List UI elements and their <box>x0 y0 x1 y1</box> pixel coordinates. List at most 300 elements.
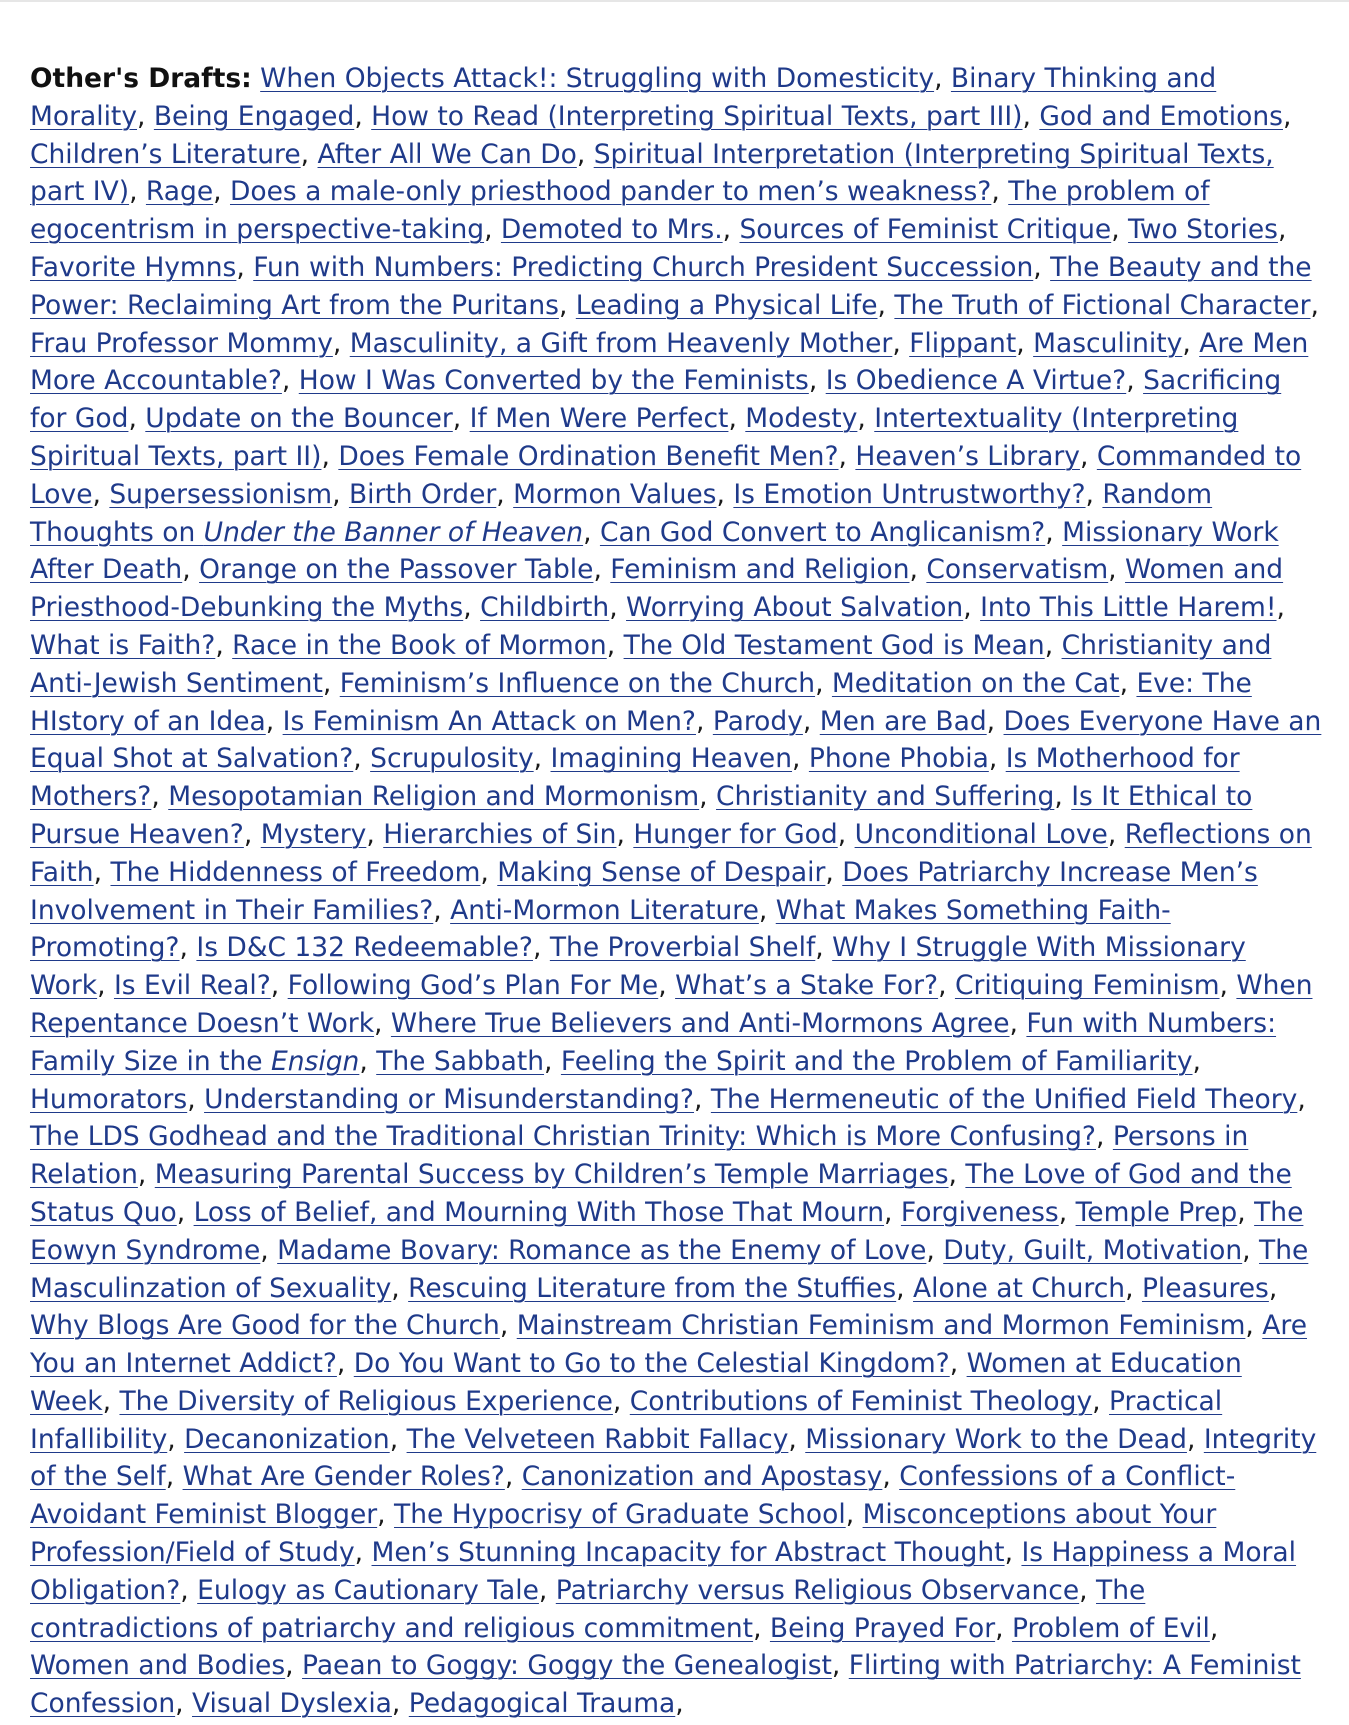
draft-link[interactable] <box>832 668 1120 699</box>
separator: , <box>128 403 146 435</box>
separator: , <box>896 1272 914 1304</box>
draft-link[interactable] <box>391 1008 1010 1039</box>
separator: , <box>753 1612 770 1644</box>
separator: , <box>236 251 254 283</box>
draft-link-text: Pleasures <box>1141 1272 1269 1304</box>
separator: , <box>176 1196 194 1228</box>
separator: , <box>1079 440 1097 472</box>
draft-link-text: Heaven’s Library <box>855 440 1080 472</box>
draft-link-text: What Are Gender Roles? <box>182 1461 505 1493</box>
separator: , <box>612 1385 630 1417</box>
separator: , <box>892 327 910 359</box>
separator: , <box>1085 478 1103 510</box>
draft-link-text: Hierarchies of Sin <box>383 818 617 850</box>
draft-link-text: Alone at Church <box>913 1272 1126 1304</box>
draft-link-text: Missionary Work After Death <box>30 516 1279 586</box>
draft-link-text: Mainstream Christian Feminism and Mormon Feminism <box>516 1310 1246 1342</box>
draft-link[interactable] <box>943 1235 1242 1266</box>
separator: , <box>179 932 197 964</box>
separator: , <box>1268 1272 1278 1304</box>
separator: , <box>884 1196 901 1228</box>
separator: , <box>504 1461 522 1493</box>
separator: , <box>837 818 855 850</box>
draft-link[interactable] <box>894 290 1310 321</box>
draft-link-text: Commanded to Love <box>30 440 1302 510</box>
separator: , <box>484 214 501 246</box>
separator: , <box>986 705 1004 737</box>
separator: , <box>167 1423 185 1455</box>
separator: , <box>1009 1007 1027 1039</box>
draft-link-text: Are Men More Accountable? <box>30 327 1309 397</box>
draft-link-text: The Old Testament God is Mean <box>623 629 1045 661</box>
draft-link[interactable] <box>630 1386 1092 1417</box>
separator: , <box>463 592 481 624</box>
draft-link[interactable] <box>302 1650 832 1681</box>
draft-link[interactable] <box>340 668 815 699</box>
draft-link[interactable] <box>739 214 1111 245</box>
separator: , <box>391 1688 409 1720</box>
draft-link-text: Orange on the Passover Table <box>199 554 594 586</box>
separator: , <box>336 1348 354 1380</box>
separator: , <box>137 1159 155 1191</box>
draft-link-text: The Beauty and the Power: Reclaiming Art from the Puritans <box>30 251 1312 321</box>
draft-link[interactable] <box>114 970 271 1001</box>
separator: , <box>1245 1310 1263 1342</box>
separator: , <box>1054 781 1072 813</box>
separator: , <box>857 403 875 435</box>
draft-link-text: Men’s Stunning Incapacity for Abstract Thought <box>371 1537 1005 1569</box>
draft-link[interactable] <box>350 328 893 359</box>
draft-link-text: Is Emotion Untrustworthy? <box>733 478 1086 510</box>
draft-link-text: Is Motherhood for Mothers? <box>30 743 1240 813</box>
draft-link-text: Sources of Feminist Critique <box>739 214 1112 246</box>
draft-link[interactable] <box>30 1310 500 1341</box>
separator: , <box>988 743 1006 775</box>
draft-link-text: Problem of Evil <box>1011 1612 1210 1644</box>
draft-link-text: Men are Bad <box>819 705 987 737</box>
draft-link[interactable] <box>204 1084 694 1115</box>
draft-link[interactable] <box>1128 214 1278 245</box>
draft-link-text: The Sabbath <box>376 1045 545 1077</box>
draft-link-text: Confessions of a Conflict-Avoidant Feminist Blogger <box>30 1461 1236 1531</box>
draft-link[interactable] <box>30 1650 285 1681</box>
draft-link[interactable] <box>288 970 659 1001</box>
draft-link-text: How I Was Converted by the Feminists <box>298 365 809 397</box>
separator: , <box>938 970 955 1002</box>
draft-link-text: Parody <box>712 705 803 737</box>
draft-link-text: The Truth of Fictional Character <box>894 289 1311 321</box>
draft-link-text: The Love of God and the Status Quo <box>30 1159 1292 1228</box>
draft-link-text: Following God’s Plan For Me <box>287 970 659 1002</box>
separator: , <box>948 1159 966 1191</box>
separator: , <box>963 592 981 624</box>
separator: , <box>882 1461 900 1493</box>
draft-link-text: Where True Believers and Anti-Mormons Agree <box>390 1007 1010 1039</box>
draft-link-text: Is Evil Real? <box>113 970 271 1002</box>
separator: , <box>1016 327 1034 359</box>
draft-link[interactable] <box>194 1197 884 1228</box>
separator: , <box>1209 1612 1219 1644</box>
draft-link[interactable] <box>733 479 1085 510</box>
draft-link-text: If Men Were Perfect <box>469 403 729 435</box>
draft-link[interactable] <box>550 932 815 963</box>
draft-link-text: Contributions of Feminist Theology <box>629 1385 1093 1417</box>
separator: , <box>1277 214 1287 246</box>
draft-link[interactable] <box>383 819 616 850</box>
draft-link[interactable] <box>610 554 909 585</box>
draft-link[interactable] <box>154 101 354 132</box>
separator: , <box>1107 818 1125 850</box>
separator: , <box>695 705 713 737</box>
draft-link[interactable] <box>30 1121 1096 1152</box>
draft-link-text: Mormon Values <box>513 478 717 510</box>
draft-link-text: The Velveteen Rabbit Fallacy <box>406 1423 789 1455</box>
separator: , <box>533 743 551 775</box>
draft-link-text: The Hiddenness of Freedom <box>110 856 481 888</box>
draft-link-text: Rescuing Literature from the Stuffies <box>408 1272 897 1304</box>
draft-link-text: Integrity of the Self <box>30 1423 1317 1493</box>
draft-link[interactable] <box>913 1273 1125 1304</box>
draft-link[interactable] <box>376 1046 544 1077</box>
draft-link-text: Intertextuality (Interpreting Spiritual Texts, part II) <box>30 403 1239 472</box>
draft-link[interactable] <box>675 970 938 1001</box>
draft-link[interactable] <box>1033 328 1182 359</box>
draft-link[interactable] <box>556 1575 1079 1606</box>
draft-link[interactable] <box>980 592 1276 623</box>
separator: , <box>165 1461 183 1493</box>
separator: , <box>583 516 600 548</box>
draft-link[interactable] <box>283 706 696 737</box>
separator: , <box>675 1688 684 1720</box>
draft-link[interactable] <box>371 101 1022 132</box>
draft-link[interactable] <box>855 819 1108 850</box>
separator: , <box>1126 365 1144 397</box>
separator: , <box>389 1423 407 1455</box>
separator: , <box>838 440 856 472</box>
draft-link[interactable] <box>197 1575 539 1606</box>
separator: , <box>1219 970 1237 1002</box>
separator: , <box>175 1688 192 1720</box>
draft-link[interactable] <box>110 857 480 888</box>
separator: , <box>609 592 627 624</box>
draft-link-text: Is Feminism An Attack on Men? <box>282 705 696 737</box>
separator: , <box>544 1045 561 1077</box>
draft-link[interactable] <box>513 479 716 510</box>
draft-link-text: Is Happiness a Moral Obligation? <box>30 1537 1297 1606</box>
draft-link[interactable] <box>576 290 878 321</box>
draft-link-text: Women and Bodies <box>30 1650 286 1682</box>
separator: , <box>1310 289 1319 321</box>
separator: , <box>213 176 230 208</box>
separator: , <box>433 894 451 926</box>
draft-link[interactable] <box>522 1461 883 1492</box>
draft-link[interactable] <box>820 706 987 737</box>
draft-link-text: Imagining Heaven <box>550 743 793 775</box>
separator: , <box>322 667 340 699</box>
draft-link[interactable] <box>600 517 1045 548</box>
draft-link[interactable] <box>1039 101 1283 132</box>
separator: , <box>353 743 371 775</box>
draft-link[interactable] <box>711 1084 1297 1115</box>
draft-link-text: Feeling the Spirit and the Problem of Familiarity <box>560 1045 1193 1077</box>
separator: , <box>1045 516 1063 548</box>
draft-link-text: The Diversity of Religious Experience <box>119 1385 613 1417</box>
draft-link-text: Masculinity <box>1033 327 1183 359</box>
draft-link[interactable] <box>633 819 837 850</box>
draft-link-text: Masculinity, a Gift from Heavenly Mother <box>349 327 893 359</box>
separator: , <box>788 1423 806 1455</box>
separator: , <box>1092 1385 1110 1417</box>
draft-link[interactable] <box>192 1688 392 1719</box>
draft-link-text: Sacrificing for God <box>30 365 1282 435</box>
separator: , <box>532 932 550 964</box>
draft-link[interactable] <box>955 970 1220 1001</box>
draft-link[interactable] <box>168 781 699 812</box>
separator: , <box>1058 1196 1076 1228</box>
draft-link[interactable] <box>409 1688 676 1719</box>
separator: , <box>792 743 809 775</box>
draft-link-text: Pedagogical Trauma <box>408 1688 676 1720</box>
draft-link-text: Are You an Internet Addict? <box>30 1310 1307 1380</box>
draft-link-text: Humorators <box>30 1083 188 1115</box>
draft-link[interactable] <box>1012 1613 1210 1644</box>
draft-link-text: Hunger for God <box>633 818 838 850</box>
draft-link-text: What is Faith? <box>30 629 216 661</box>
separator: , <box>606 629 624 661</box>
draft-link[interactable] <box>408 1273 896 1304</box>
separator: , <box>538 1574 556 1606</box>
draft-link[interactable] <box>745 403 857 434</box>
draft-link-text: Does a male-only priesthood pander to men’s weakness? <box>229 176 992 208</box>
drafts-label: Other's Drafts: <box>30 63 252 94</box>
separator: , <box>949 1348 967 1380</box>
draft-link[interactable] <box>517 1310 1246 1341</box>
draft-link[interactable] <box>809 743 989 774</box>
separator: , <box>845 1499 863 1531</box>
draft-link-text: Does Patriarchy Increase Men’s Involvement in Their Families? <box>30 856 1258 926</box>
draft-link-text: The LDS Godhead and the Traditional Christian Trinity: Which is More Confusing? <box>30 1121 1096 1153</box>
separator: , <box>377 1499 395 1531</box>
separator: , <box>151 781 169 813</box>
draft-link[interactable] <box>901 1197 1059 1228</box>
draft-link-text: Decanonization <box>184 1423 390 1455</box>
draft-link[interactable] <box>30 1084 187 1115</box>
draft-link[interactable] <box>372 1537 1005 1568</box>
draft-link-text: Measuring Parental Success by Children’s Temple Marriages <box>154 1159 949 1191</box>
draft-link[interactable] <box>253 252 1033 283</box>
draft-link[interactable] <box>199 554 593 585</box>
draft-link-text: Meditation on the Cat <box>831 667 1120 699</box>
draft-link[interactable] <box>260 63 934 94</box>
draft-link[interactable] <box>155 1159 949 1190</box>
separator: , <box>137 100 154 132</box>
separator: , <box>825 856 843 888</box>
draft-link-text: Mystery <box>260 818 367 850</box>
draft-link[interactable] <box>119 1386 612 1417</box>
draft-link[interactable] <box>407 1424 789 1455</box>
draft-link-text: Worrying About Salvation <box>626 592 964 624</box>
separator: , <box>332 478 349 510</box>
separator: , <box>576 138 594 170</box>
draft-link[interactable] <box>354 1348 950 1379</box>
separator: , <box>694 1083 711 1115</box>
draft-link-text: Feminism and Religion <box>610 554 910 586</box>
draft-link[interactable] <box>909 328 1016 359</box>
draft-link-text: Temple Prep <box>1075 1196 1238 1228</box>
draft-link[interactable] <box>805 1424 1187 1455</box>
draft-link-text: Binary Thinking and Morality <box>30 63 1217 132</box>
draft-link[interactable] <box>230 176 991 207</box>
draft-link-text: Childbirth <box>480 592 610 624</box>
draft-link-text: Madame Bovary: Romance as the Enemy of Love <box>277 1234 927 1266</box>
draft-link-text: Christianity and Anti-Jewish Sentiment <box>30 629 1272 699</box>
draft-link-text: Flippant <box>909 327 1017 359</box>
separator: , <box>260 1234 278 1266</box>
top-border <box>0 0 1349 2</box>
draft-link[interactable] <box>318 139 577 170</box>
draft-link-text: The Hermeneutic of the Unified Field Theory <box>710 1083 1298 1115</box>
draft-link[interactable] <box>855 441 1080 472</box>
separator: , <box>1119 667 1137 699</box>
draft-link-text: Scrupulosity <box>370 743 534 775</box>
draft-link-text: Duty, Guilt, Motivation <box>943 1234 1243 1266</box>
separator: , <box>391 1272 409 1304</box>
draft-link-text: Flirting with Patriarchy: A Feminist Confession <box>30 1650 1301 1720</box>
draft-link-text: Rage <box>145 176 214 208</box>
separator: , <box>499 1310 517 1342</box>
draft-link[interactable] <box>145 403 453 434</box>
draft-link[interactable] <box>713 706 803 737</box>
draft-link-text: Do You Want to Go to the Celestial Kingdom? <box>353 1348 950 1380</box>
drafts-paragraph <box>30 60 1325 1723</box>
separator: , <box>995 1612 1012 1644</box>
draft-link[interactable] <box>1076 1197 1238 1228</box>
draft-link-text: Spiritual Interpretation (Interpreting Spiritual Texts, part IV) <box>30 138 1274 208</box>
draft-link[interactable] <box>394 1499 846 1530</box>
draft-link[interactable] <box>450 895 759 926</box>
draft-link-text: Is D&C 132 Redeemable? <box>196 932 533 964</box>
separator: , <box>332 327 350 359</box>
draft-link-text: The Proverbial Shelf <box>549 932 816 964</box>
draft-link-text: Does Everyone Have an Equal Shot at Salvation? <box>30 705 1322 775</box>
draft-link[interactable] <box>232 630 607 661</box>
draft-link-text: Random Thoughts on <box>30 478 1213 548</box>
separator: , <box>815 932 833 964</box>
separator: , <box>182 554 200 586</box>
draft-link-text: The Masculinzation of Sexuality <box>30 1234 1309 1304</box>
draft-link[interactable] <box>261 819 367 850</box>
separator: , <box>877 289 895 321</box>
draft-link-text: Feminism’s Influence on the Church <box>339 667 816 699</box>
separator: , <box>97 970 114 1002</box>
draft-link[interactable] <box>338 441 838 472</box>
separator: , <box>991 176 1009 208</box>
draft-link-text: Fun with Numbers: Predicting Church President Succession <box>253 251 1034 283</box>
draft-link-text: Eve: The HIstory of an Idea <box>30 667 1252 737</box>
separator: , <box>92 478 110 510</box>
draft-link-text: When Objects Attack!: Struggling with Domesticity <box>260 63 935 94</box>
separator: , <box>1282 100 1292 132</box>
draft-link-text: Loss of Belief, and Mourning With Those That Mourn <box>193 1196 885 1228</box>
separator: , <box>1022 100 1040 132</box>
draft-link[interactable] <box>826 365 1127 396</box>
separator: , <box>321 440 339 472</box>
draft-link[interactable] <box>470 403 729 434</box>
draft-link-text: Two Stories <box>1128 214 1278 246</box>
draft-link[interactable] <box>30 328 333 359</box>
separator: , <box>1297 1083 1306 1115</box>
draft-link[interactable] <box>770 1613 995 1644</box>
draft-link-text: The Eowyn Syndrome <box>30 1196 1304 1266</box>
draft-link[interactable] <box>561 1046 1193 1077</box>
separator: , <box>452 403 470 435</box>
separator: , <box>808 365 826 397</box>
draft-link[interactable] <box>626 592 963 623</box>
separator: , <box>354 100 372 132</box>
draft-link-text: Why Blogs Are Good for the Church <box>30 1310 500 1342</box>
separator: , <box>93 856 111 888</box>
draft-link-text: After All We Can Do <box>317 138 577 170</box>
draft-link-text: Forgiveness <box>900 1196 1059 1228</box>
separator: , <box>909 554 927 586</box>
separator: , <box>1125 1272 1142 1304</box>
draft-link[interactable] <box>480 592 609 623</box>
draft-link-text: Women and Priesthood-Debunking the Myths <box>30 554 1284 624</box>
draft-link[interactable] <box>30 139 301 170</box>
draft-link[interactable] <box>30 630 215 661</box>
draft-link-text: Why I Struggle With Missionary Work <box>30 932 1246 1002</box>
draft-link[interactable] <box>370 743 534 774</box>
separator: , <box>831 1650 849 1682</box>
separator: , <box>1186 1423 1204 1455</box>
separator: , <box>1237 1196 1255 1228</box>
separator: , <box>129 176 146 208</box>
draft-link-text: The Hypocrisy of Graduate School <box>394 1499 846 1531</box>
separator: , <box>934 63 951 94</box>
separator: , <box>359 1045 377 1077</box>
draft-link[interactable] <box>349 479 496 510</box>
draft-link[interactable] <box>299 365 809 396</box>
separator: , <box>1192 1045 1201 1077</box>
draft-link[interactable] <box>30 252 236 283</box>
separator: , <box>728 403 746 435</box>
draft-link[interactable] <box>146 176 213 207</box>
draft-link-text: Canonization and Apostasy <box>521 1461 883 1493</box>
separator: , <box>1276 592 1285 624</box>
draft-link[interactable] <box>1142 1273 1269 1304</box>
separator: , <box>658 970 676 1002</box>
draft-link[interactable] <box>624 630 1045 661</box>
separator: , <box>722 214 740 246</box>
draft-link[interactable] <box>551 743 793 774</box>
draft-link[interactable] <box>196 932 533 963</box>
draft-link[interactable] <box>184 1424 390 1455</box>
draft-link[interactable] <box>109 479 332 510</box>
draft-link[interactable] <box>926 554 1108 585</box>
draft-link[interactable] <box>501 214 723 245</box>
draft-link[interactable] <box>497 857 825 888</box>
separator: , <box>1242 1234 1260 1266</box>
separator: , <box>558 289 576 321</box>
separator: , <box>593 554 611 586</box>
draft-link-text: Favorite Hymns <box>30 251 237 283</box>
separator: , <box>699 781 717 813</box>
draft-link[interactable] <box>277 1235 926 1266</box>
draft-link[interactable] <box>716 781 1054 812</box>
draft-link-text: Missionary Work to the Dead <box>805 1423 1187 1455</box>
separator: , <box>1044 629 1062 661</box>
draft-link[interactable] <box>183 1461 505 1492</box>
